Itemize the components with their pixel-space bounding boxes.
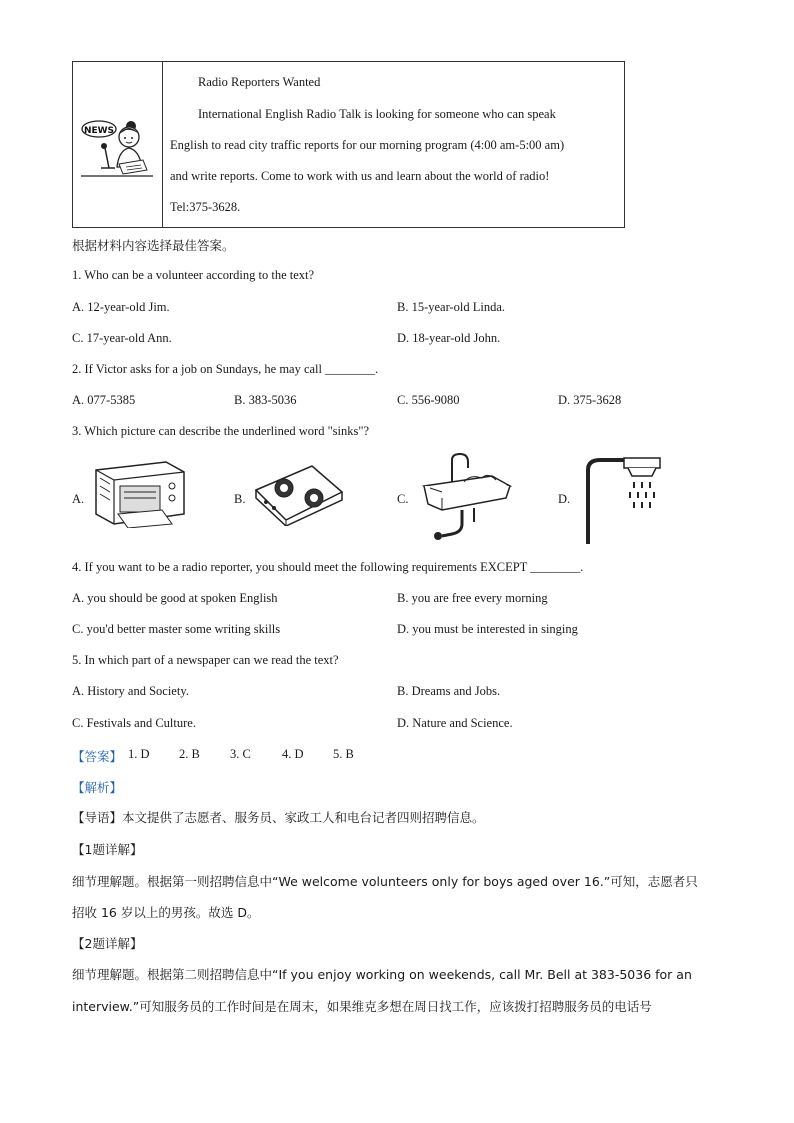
- analysis-intro: 【导语】本文提供了志愿者、服务员、家政工人和电台记者四则招聘信息。: [72, 810, 485, 825]
- q4-option-d: D. you must be interested in singing: [397, 622, 578, 636]
- oven-picture: [88, 458, 190, 528]
- q2-option-b: B. 383-5036: [234, 393, 297, 407]
- q2-detail-heading: 【2题详解】: [72, 936, 143, 951]
- answer-5: 5. B: [333, 747, 354, 761]
- news-label: NEWS: [83, 126, 115, 136]
- q5-option-d: D. Nature and Science.: [397, 716, 513, 730]
- q1-detail-heading: 【1题详解】: [72, 842, 143, 857]
- question-3: 3. Which picture can describe the underlined word "sinks"?: [72, 424, 370, 438]
- q2-option-c: C. 556-9080: [397, 393, 460, 407]
- answer-label: 【答案】: [72, 749, 123, 764]
- q2-option-a: A. 077-5385: [72, 393, 136, 407]
- q2-detail-line-2: interview.”可知服务员的工作时间是在周末，如果维克多想在周日找工作，应该拨打招聘服务员的电话号: [72, 999, 652, 1014]
- q1-option-d: D. 18-year-old John.: [397, 331, 501, 345]
- question-1: 1. Who can be a volunteer according to the text?: [72, 268, 315, 282]
- q1-option-b: B. 15-year-old Linda.: [397, 300, 506, 314]
- q3-option-a: A.: [72, 492, 85, 506]
- q1-option-c: C. 17-year-old Ann.: [72, 331, 172, 345]
- ad-line-1: International English Radio Talk is looking for someone who can speak: [198, 107, 556, 121]
- ad-line-3: and write reports. Come to work with us and learn about the world of radio!: [170, 169, 550, 183]
- ad-box: [72, 61, 625, 228]
- ad-tel: Tel:375-3628.: [170, 200, 241, 214]
- answer-1: 1. D: [128, 747, 150, 761]
- q4-option-c: C. you'd better master some writing skills: [72, 622, 281, 636]
- q3-option-d: D.: [558, 492, 571, 506]
- q3-option-c: C.: [397, 492, 409, 506]
- ad-title: Radio Reporters Wanted: [198, 75, 321, 89]
- question-2: 2. If Victor asks for a job on Sundays, he may call ________.: [72, 362, 379, 376]
- q5-option-b: B. Dreams and Jobs.: [397, 684, 501, 698]
- question-5: 5. In which part of a newspaper can we read the text?: [72, 653, 339, 667]
- answer-4: 4. D: [282, 747, 304, 761]
- q4-option-b: B. you are free every morning: [397, 591, 548, 605]
- ad-line-2: English to read city traffic reports for our morning program (4:00 am-5:00 am): [170, 138, 565, 152]
- ad-divider: [162, 62, 163, 227]
- q1-detail-line-1: 细节理解题。根据第一则招聘信息中“We welcome volunteers only for boys aged over 16.”可知，志愿者只: [72, 874, 698, 889]
- q1-option-a: A. 12-year-old Jim.: [72, 300, 170, 314]
- shower-picture: [580, 456, 666, 544]
- q1-detail-line-2: 招收 16 岁以上的男孩。故选 D。: [72, 905, 260, 920]
- answer-2: 2. B: [179, 747, 200, 761]
- q3-option-b: B.: [234, 492, 246, 506]
- news-reporter-illustration: [79, 112, 157, 182]
- q2-detail-line-1: 细节理解题。根据第二则招聘信息中“If you enjoy working on weekends, call Mr. Bell at 383-5036 for an: [72, 967, 692, 982]
- q5-option-c: C. Festivals and Culture.: [72, 716, 196, 730]
- answer-3: 3. C: [230, 747, 251, 761]
- instruction: 根据材料内容选择最佳答案。: [72, 238, 235, 253]
- q5-option-a: A. History and Society.: [72, 684, 189, 698]
- gas-stove-picture: [252, 462, 344, 526]
- analysis-label: 【解析】: [72, 780, 123, 795]
- q2-option-d: D. 375-3628: [558, 393, 622, 407]
- sink-picture: [412, 452, 520, 544]
- q4-option-a: A. you should be good at spoken English: [72, 591, 278, 605]
- question-4: 4. If you want to be a radio reporter, you should meet the following requirements EXCEPT ________.: [72, 560, 584, 574]
